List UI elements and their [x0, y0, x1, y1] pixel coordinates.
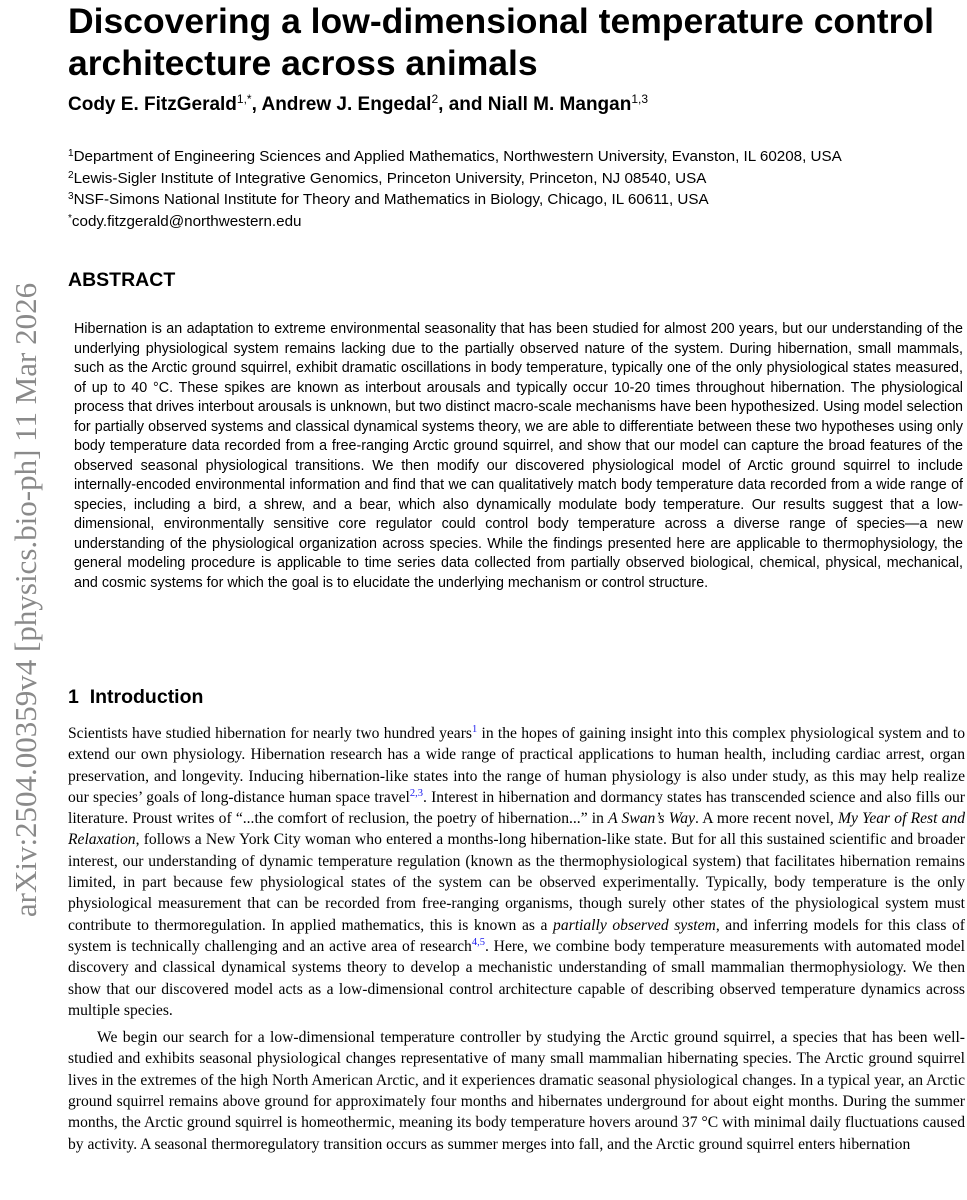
citation-link[interactable]: 4,5: [471, 936, 485, 948]
author-separator: , and: [438, 94, 488, 115]
affiliation-mark: 3: [68, 191, 74, 202]
author-name: Cody E. FitzGerald: [68, 94, 237, 115]
affiliation-item: [68, 211, 967, 233]
affiliation-mark: 1: [68, 148, 74, 159]
affiliation-mark: 2: [68, 169, 74, 181]
author-affiliation-mark: 2: [431, 92, 439, 106]
text-run: , and inferring models for this class of system is technically challenging and an active area of research: [68, 916, 965, 955]
paper-title: Discovering a low-dimensional temperature control architecture across animals: [68, 1, 934, 83]
affiliation-text: Lewis-Sigler Institute of Integrative Genomics, Princeton University, Princeton, NJ 08540, USA: [73, 169, 707, 187]
section-title: Introduction: [89, 686, 204, 708]
author-name: Niall M. Mangan: [487, 94, 632, 115]
introduction-body: [68, 723, 965, 1161]
affiliation-text: NSF-Simons National Institute for Theory and Mathematics in Biology, Chicago, IL 60611, USA: [73, 191, 709, 208]
book-title: My Year of Rest and Relaxation: [68, 810, 966, 849]
arxiv-identifier-text: arXiv:2504.00359v4 [physics.bio-ph] 11 Mar 2026: [8, 282, 43, 918]
author-name: Andrew J. Engedal: [261, 94, 432, 115]
author-separator: ,: [251, 94, 262, 115]
abstract-text: Hibernation is an adaptation to extreme environmental seasonality that has been studied for almost 200 years, but our understanding of the underlying physiological system remains lacking due to the partially observed nature of the system. During hibernation, small mammals, such as the Arctic ground squirrel, exhibit dramatic oscillations in body temperature, typically one of the only physiological states measured, of up to 40 °C. These spikes are known as interbout arousals and typically occur 10-20 times throughout hibernation. The physiological process that drives interbout arousals is unknown, but two distinct macro-scale mechanisms have been hypothesized. Using model selection for partially observed systems and classical dynamical systems theory, we are able to differentiate between these two hypotheses using only body temperature data recorded from a free-ranging Arctic ground squirrel, and show that our model can capture the broad features of the observed seasonal physiological transitions. We then modify our discovered physiological model of Arctic ground squirrel to include internally-encoded environmental information and find that we can qualitatively match body temperature data recorded from a wide range of species, including a bird, a shrew, and a bear, which also dynamically modulate body temperature. Our results suggest that a low-dimensional, environmentally sensitive core regulator could control body temperature across a diverse range of species—a new understanding of the physiological organization across species. While the findings presented here are applicable to thermophysiology, the general modeling procedure is applicable to time series data collected from partially observed biological, chemical, physical, mechanical, and cosmic systems for which the goal is to elucidate the underlying mechanism or control structure.: [74, 321, 963, 591]
section-number: 1: [68, 686, 79, 708]
corresponding-email: cody.fitzgerald@northwestern.edu: [71, 212, 302, 230]
affiliation-item: [68, 146, 967, 168]
author-list: [68, 92, 963, 118]
affiliation-item: [68, 189, 967, 211]
arxiv-side-identifier: [0, 0, 50, 1200]
abstract-heading: ABSTRACT: [68, 269, 176, 291]
citation-link[interactable]: 2,3: [409, 787, 423, 799]
text-run: Scientists have studied hibernation for nearly two hundred years: [68, 725, 472, 742]
text-run: . Here, we combine body temperature measurements with automated model discovery and classical dynamical systems theory to develop a mechanistic understanding of small mammalian thermophysiology. We then show that our discovered model acts as a low-dimensional control architecture capable of describing observed temperature dynamics across multiple species.: [68, 937, 965, 1019]
book-title: A Swan’s Way: [608, 810, 696, 828]
text-run: . Interest in hibernation and dormancy states has transcended science and also fills our literature. Proust writes of “...the comfort of reclusion, the poetry of hibernation...” in: [68, 788, 965, 828]
affiliation-list: [68, 146, 967, 232]
affiliation-item: [68, 168, 967, 190]
citation-link[interactable]: 1: [471, 724, 478, 735]
text-run: . A more recent novel,: [695, 810, 839, 828]
affiliation-text: Department of Engineering Sciences and Applied Mathematics, Northwestern University, Evanston, IL 60208, USA: [73, 148, 842, 165]
emphasized-term: partially observed system: [553, 916, 716, 934]
text-run: , follows a New York City woman who entered a months-long hibernation-like state. But for all this sustained scientific and broader interest, our understanding of dynamic temperature regulation (known as the thermophysiological system) that facilitates hibernation remains limited, in part because few physiological states of the system can be observed experimentally. Typically, body temperature is the only physiological measurement that can be recorded from free-ranging organisms, though surely other states of the physiological system must contribute to thermoregulation. In applied mathematics, this is known as a: [68, 831, 965, 934]
text-run: in the hopes of gaining insight into this complex physiological system and to extend our own physiology. Hibernation research has a wide range of practical applications to human health, including cardiac arrest, organ preservation, and longevity. Inducing hibernation-like states into the range of human physiology is also under study, as this may help realize our species’ goals of long-distance human space travel: [68, 725, 965, 806]
paragraph: [68, 723, 965, 1021]
paragraph: We begin our search for a low-dimensional temperature controller by studying the Arctic ground squirrel, a species that has been well-studied and exhibits seasonal physiological changes representative of many small mammalian hibernating species. The Arctic ground squirrel lives in the extremes of the high North American Arctic, and it experiences dramatic seasonal physiological changes. In a typical year, an Arctic ground squirrel remains above ground for approximately four months and hibernates underground for about eight months. During the summer months, the Arctic ground squirrel is homeothermic, meaning its body temperature hovers around 37 °C with minimal daily fluctuations caused by activity. A seasonal thermoregulatory transition occurs as summer merges into fall, and the Arctic ground squirrel enters hibernation: [68, 1029, 965, 1153]
author-affiliation-mark: 1,3: [631, 92, 649, 106]
affiliation-mark: *: [68, 212, 72, 224]
author-affiliation-mark: 1,*: [236, 92, 252, 106]
section-heading-introduction: [68, 684, 203, 710]
